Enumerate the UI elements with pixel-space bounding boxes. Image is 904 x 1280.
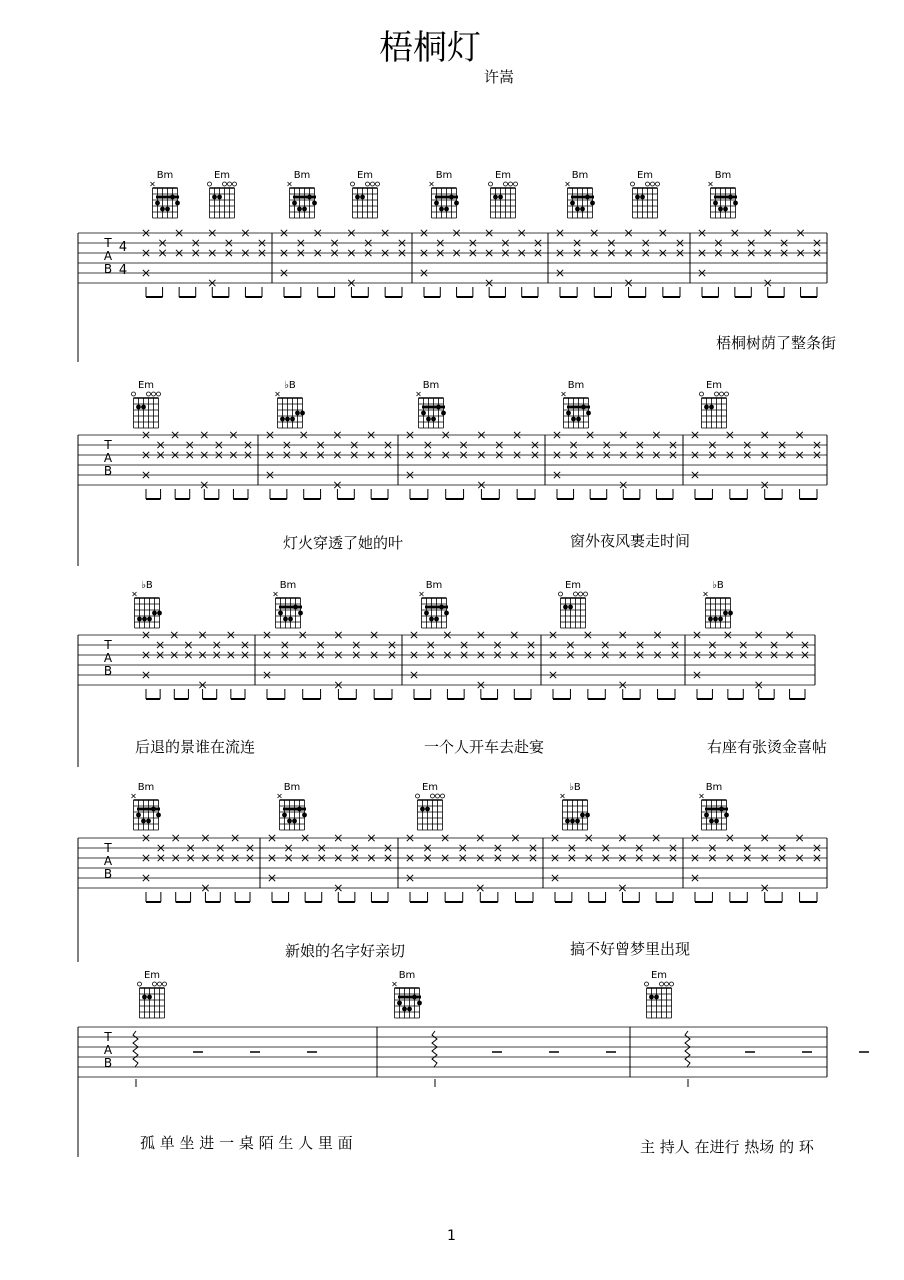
finger-dot <box>137 617 142 622</box>
open-string-mark <box>431 794 435 798</box>
tab-clef-letter: B <box>103 867 113 881</box>
chord-diagram <box>700 380 729 428</box>
muted-string-mark <box>288 182 292 186</box>
finger-dot <box>278 611 283 616</box>
lyric-line: 搞不好曾梦里出现 <box>570 940 691 958</box>
barre-mark <box>571 196 594 199</box>
chord-name: ♭B <box>569 782 581 793</box>
finger-dot <box>156 813 161 818</box>
finger-dot <box>429 617 434 622</box>
finger-dot <box>635 195 640 200</box>
muted-string-mark <box>430 182 434 186</box>
chord-diagram <box>132 782 161 830</box>
muted-string-mark <box>278 794 282 798</box>
finger-dot <box>280 417 285 422</box>
muted-string-mark <box>276 392 280 396</box>
lyric-line: 窗外夜风裹走时间 <box>570 532 691 550</box>
finger-dot <box>302 813 307 818</box>
finger-dot <box>292 201 297 206</box>
finger-dot <box>733 201 738 206</box>
tab-clef-letter: A <box>103 451 113 465</box>
chord-diagram <box>276 380 305 428</box>
chord-name: Bm <box>425 580 443 591</box>
finger-dot <box>570 819 575 824</box>
finger-dot <box>147 995 152 1000</box>
barre-mark <box>705 808 728 811</box>
chord-diagram <box>561 782 590 830</box>
open-string-mark <box>574 592 578 596</box>
chord-diagram <box>559 580 588 628</box>
finger-dot <box>493 195 498 200</box>
finger-dot <box>585 813 590 818</box>
finger-dot <box>136 405 141 410</box>
tab-clef-letter: A <box>103 651 113 665</box>
open-string-mark <box>228 182 232 186</box>
finger-dot <box>498 195 503 200</box>
chord-name: ♭B <box>141 580 153 591</box>
lyric-line: 主 持人 在进行 热场 的 环 <box>640 1138 814 1156</box>
open-string-mark <box>138 982 142 986</box>
barre-mark <box>714 196 737 199</box>
finger-dot <box>709 819 714 824</box>
muted-string-mark <box>417 392 421 396</box>
finger-dot <box>571 417 576 422</box>
chord-diagram <box>351 170 380 218</box>
finger-dot <box>713 617 718 622</box>
finger-dot <box>295 411 300 416</box>
barre-mark <box>279 606 302 609</box>
chord-diagram <box>645 970 674 1018</box>
chord-diagram <box>288 170 317 218</box>
chord-name: Bm <box>705 782 723 793</box>
finger-dot <box>283 617 288 622</box>
tab-clef-letter: A <box>103 1043 113 1057</box>
open-string-mark <box>720 392 724 396</box>
muted-string-mark <box>709 182 713 186</box>
finger-dot <box>570 201 575 206</box>
lyric-line: 灯火穿透了她的叶 <box>283 534 404 552</box>
open-string-mark <box>504 182 508 186</box>
open-string-mark <box>351 182 355 186</box>
open-string-mark <box>725 392 729 396</box>
chord-name: Em <box>494 170 512 181</box>
chord-diagram <box>151 170 180 218</box>
finger-dot <box>302 207 307 212</box>
open-string-mark <box>366 182 370 186</box>
open-string-mark <box>153 982 157 986</box>
barre-mark <box>283 808 306 811</box>
finger-dot <box>212 195 217 200</box>
open-string-mark <box>665 982 669 986</box>
lyric-line: 梧桐树荫了整条街 <box>716 334 837 352</box>
page-number: 1 <box>447 1228 456 1244</box>
barre-mark <box>425 606 448 609</box>
tab-clef-letter: T <box>104 236 112 250</box>
finger-dot <box>285 417 290 422</box>
muted-string-mark <box>566 182 570 186</box>
finger-dot <box>420 807 425 812</box>
muted-string-mark <box>393 982 397 986</box>
finger-dot <box>580 207 585 212</box>
barre-mark <box>435 196 458 199</box>
finger-dot <box>586 411 591 416</box>
tab-clef-letter: B <box>103 262 113 276</box>
tab-clef-letter: B <box>103 664 113 678</box>
finger-dot <box>290 417 295 422</box>
chord-name: Bm <box>279 580 297 591</box>
chord-name: Em <box>705 380 723 391</box>
open-string-mark <box>584 592 588 596</box>
chord-name: Bm <box>293 170 311 181</box>
chord-name: Bm <box>714 170 732 181</box>
chord-name: Bm <box>422 380 440 391</box>
finger-dot <box>704 405 709 410</box>
chord-diagram <box>278 782 307 830</box>
finger-dot <box>704 813 709 818</box>
song-artist: 许嵩 <box>484 68 515 86</box>
open-string-mark <box>559 592 563 596</box>
finger-dot <box>402 1007 407 1012</box>
open-string-mark <box>436 794 440 798</box>
finger-dot <box>444 207 449 212</box>
chord-name: Em <box>650 970 668 981</box>
finger-dot <box>434 201 439 206</box>
finger-dot <box>160 207 165 212</box>
chord-diagram <box>132 380 161 428</box>
finger-dot <box>292 819 297 824</box>
chord-name: Bm <box>567 380 585 391</box>
open-string-mark <box>132 392 136 396</box>
finger-dot <box>165 207 170 212</box>
barre-mark <box>422 406 445 409</box>
finger-dot <box>141 405 146 410</box>
chord-name: ♭B <box>712 580 724 591</box>
tab-clef-letter: A <box>103 854 113 868</box>
finger-dot <box>424 611 429 616</box>
finger-dot <box>708 617 713 622</box>
finger-dot <box>575 819 580 824</box>
open-string-mark <box>715 392 719 396</box>
chord-diagram <box>420 580 449 628</box>
muted-string-mark <box>133 592 137 596</box>
time-signature: 4 <box>118 240 128 255</box>
finger-dot <box>566 411 571 416</box>
open-string-mark <box>441 794 445 798</box>
barre-mark <box>137 808 160 811</box>
finger-dot <box>563 605 568 610</box>
chord-diagram <box>430 170 459 218</box>
tab-clef-letter: T <box>104 841 112 855</box>
open-string-mark <box>163 982 167 986</box>
chord-diagram <box>709 170 738 218</box>
finger-dot <box>421 411 426 416</box>
open-string-mark <box>157 392 161 396</box>
muted-string-mark <box>700 794 704 798</box>
open-string-mark <box>489 182 493 186</box>
chord-name: Em <box>213 170 231 181</box>
finger-dot <box>713 201 718 206</box>
open-string-mark <box>646 182 650 186</box>
open-string-mark <box>660 982 664 986</box>
finger-dot <box>147 617 152 622</box>
open-string-mark <box>416 794 420 798</box>
arpeggio-mark <box>685 1031 690 1067</box>
lyric-line: 后退的景谁在流连 <box>135 738 256 756</box>
finger-dot <box>649 995 654 1000</box>
chord-name: Em <box>564 580 582 591</box>
open-string-mark <box>376 182 380 186</box>
chord-name: Em <box>143 970 161 981</box>
finger-dot <box>714 819 719 824</box>
open-string-mark <box>158 982 162 986</box>
chord-diagram <box>489 170 518 218</box>
chord-diagram <box>417 380 446 428</box>
chord-name: Bm <box>571 170 589 181</box>
finger-dot <box>360 195 365 200</box>
muted-string-mark <box>274 592 278 596</box>
finger-dot <box>575 207 580 212</box>
chord-diagram <box>133 580 162 628</box>
finger-dot <box>155 201 160 206</box>
muted-string-mark <box>132 794 136 798</box>
song-title: 梧桐灯 <box>379 28 481 68</box>
finger-dot <box>441 411 446 416</box>
chord-name: Bm <box>156 170 174 181</box>
finger-dot <box>407 1007 412 1012</box>
finger-dot <box>355 195 360 200</box>
tab-clef-letter: T <box>104 638 112 652</box>
muted-string-mark <box>420 592 424 596</box>
finger-dot <box>565 819 570 824</box>
arpeggio-mark <box>133 1031 138 1067</box>
finger-dot <box>576 417 581 422</box>
finger-dot <box>709 405 714 410</box>
chord-diagram <box>704 580 733 628</box>
finger-dot <box>718 617 723 622</box>
finger-dot <box>728 611 733 616</box>
chord-diagram <box>631 170 660 218</box>
lyric-line: 新娘的名字好亲切 <box>285 942 406 960</box>
time-signature: 4 <box>118 263 128 278</box>
chord-name: Em <box>356 170 374 181</box>
finger-dot <box>142 617 147 622</box>
tab-clef-letter: B <box>103 1056 113 1070</box>
finger-dot <box>136 813 141 818</box>
open-string-mark <box>233 182 237 186</box>
finger-dot <box>590 201 595 206</box>
finger-dot <box>439 207 444 212</box>
lyric-line: 右座有张烫金喜帖 <box>707 738 828 756</box>
chord-diagram <box>700 782 729 830</box>
tab-clef-letter: T <box>104 438 112 452</box>
finger-dot <box>431 417 436 422</box>
open-string-mark <box>371 182 375 186</box>
open-string-mark <box>223 182 227 186</box>
chord-diagram <box>416 782 445 830</box>
finger-dot <box>724 813 729 818</box>
finger-dot <box>580 813 585 818</box>
finger-dot <box>654 995 659 1000</box>
finger-dot <box>640 195 645 200</box>
open-string-mark <box>509 182 513 186</box>
arpeggio-mark <box>432 1031 437 1067</box>
finger-dot <box>146 819 151 824</box>
chord-name: ♭B <box>284 380 296 391</box>
chord-name: Em <box>421 782 439 793</box>
finger-dot <box>568 605 573 610</box>
finger-dot <box>142 995 147 1000</box>
finger-dot <box>297 207 302 212</box>
chord-name: Em <box>137 380 155 391</box>
finger-dot <box>282 813 287 818</box>
finger-dot <box>157 611 162 616</box>
finger-dot <box>152 611 157 616</box>
open-string-mark <box>670 982 674 986</box>
finger-dot <box>288 617 293 622</box>
open-string-mark <box>147 392 151 396</box>
chord-name: Bm <box>283 782 301 793</box>
finger-dot <box>723 611 728 616</box>
chord-name: Bm <box>435 170 453 181</box>
chord-name: Bm <box>398 970 416 981</box>
finger-dot <box>434 617 439 622</box>
finger-dot <box>312 201 317 206</box>
lyric-line: 孤 单 坐 进 一 桌 陌 生 人 里 面 <box>140 1134 353 1152</box>
open-string-mark <box>579 592 583 596</box>
chord-name: Bm <box>137 782 155 793</box>
tab-clef-letter: B <box>103 464 113 478</box>
finger-dot <box>175 201 180 206</box>
open-string-mark <box>152 392 156 396</box>
muted-string-mark <box>151 182 155 186</box>
finger-dot <box>397 1001 402 1006</box>
finger-dot <box>718 207 723 212</box>
barre-mark <box>293 196 316 199</box>
finger-dot <box>444 611 449 616</box>
chord-diagram <box>393 970 422 1018</box>
open-string-mark <box>645 982 649 986</box>
barre-mark <box>398 996 421 999</box>
chord-diagram <box>138 970 167 1018</box>
chord-diagram <box>562 380 591 428</box>
lyric-line: 一个人开车去赴宴 <box>424 738 545 756</box>
finger-dot <box>298 611 303 616</box>
finger-dot <box>417 1001 422 1006</box>
barre-mark <box>156 196 179 199</box>
chord-diagram <box>274 580 303 628</box>
open-string-mark <box>514 182 518 186</box>
finger-dot <box>425 807 430 812</box>
open-string-mark <box>651 182 655 186</box>
tab-clef-letter: T <box>104 1030 112 1044</box>
chord-name: Em <box>636 170 654 181</box>
open-string-mark <box>208 182 212 186</box>
open-string-mark <box>700 392 704 396</box>
finger-dot <box>287 819 292 824</box>
finger-dot <box>217 195 222 200</box>
finger-dot <box>723 207 728 212</box>
chord-diagram <box>208 170 237 218</box>
muted-string-mark <box>561 794 565 798</box>
muted-string-mark <box>562 392 566 396</box>
tab-clef-letter: A <box>103 249 113 263</box>
finger-dot <box>454 201 459 206</box>
barre-mark <box>567 406 590 409</box>
muted-string-mark <box>704 592 708 596</box>
open-string-mark <box>631 182 635 186</box>
finger-dot <box>141 819 146 824</box>
open-string-mark <box>656 182 660 186</box>
chord-diagram <box>566 170 595 218</box>
finger-dot <box>426 417 431 422</box>
finger-dot <box>300 411 305 416</box>
